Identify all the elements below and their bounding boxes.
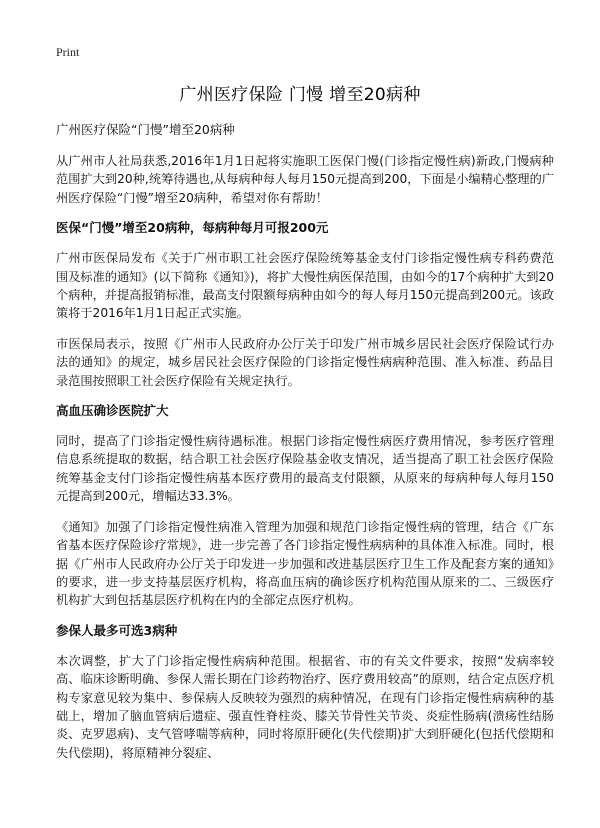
section-heading-three-diseases: 参保人最多可选3病种 — [56, 622, 178, 638]
article-subtitle: 广州医疗保险“门慢”增至20病种 — [56, 122, 235, 137]
paragraph-disease-expansion: 本次调整，扩大了门诊指定慢性病病种范围。根据省、市的有关文件要求，按照“发病率较高、临床诊断明确、参保人需长期在门诊药物治疗、医疗费用较高”的原则，结合定点医疗机构专家意见较为集中、参保病人反映较为强烈的病种情况，在现有门诊指定慢性病病种的基础上，增加了脑血管病后遗症、强直性脊柱炎、膝关节骨性关节炎、炎症性肠病(溃疡性结肠炎、克罗恩病)、支气管哮喘等病种，同时将原肝硬化(失代偿期)扩大到肝硬化(包括代偿期和失代偿期)，将原精神分裂症、 — [56, 653, 554, 760]
page-title: 广州医疗保险 门慢 增至20病种 — [179, 85, 421, 105]
paragraph-notice: 广州市医保局发布《关于广州市职工社会医疗保险统筹基金支付门诊指定慢性病专科药费范围及标准的通知》(以下简称《通知》)，将扩大慢性病医保范围，由如今的17个病种扩大到20个病种，并提高报销标准，最高支付限额每病种由如今的每人每月150元提高到200元。该政策将于2016年1月1日起正式实施。 — [56, 251, 554, 321]
paragraph-urban-rural: 市医保局表示，按照《广州市人民政府办公厅关于印发广州市城乡居民社会医疗保险试行办法的通知》的规定，城乡居民社会医疗保险的门诊指定慢性病病种范围、准入标准、药品目录范围按照职工社会医疗保险有关规定执行。 — [56, 336, 554, 388]
print-link[interactable]: Print — [56, 45, 80, 59]
section-heading-outpatient-chronic: 医保“门慢”增至20病种，每病种每月可报200元 — [56, 220, 329, 236]
section-heading-hypertension: 高血压确诊医院扩大 — [56, 403, 169, 419]
intro-paragraph: 从广州市人社局获悉,2016年1月1日起将实施职工医保门慢(门诊指定慢性病)新政,门慢病种范围扩大到20种,统筹待遇也,从每病种每人每月150元提高到200，下面是小编精心整理的广州医疗保险“门慢”增至20病种，希望对你有帮助！ — [56, 154, 554, 205]
article-body — [56, 121, 554, 774]
paragraph-admission-management: 《通知》加强了门诊指定慢性病准入管理为加强和规范门诊指定慢性病的管理，结合《广东省基本医疗保险诊疗常规》，进一步完善了各门诊指定慢性病病种的具体准入标准。同时，根据《广州市人民政府办公厅关于印发进一步加强和改进基层医疗卫生工作及配套方案的通知》的要求，进一步支持基层医疗机构，将高血压病的确诊医疗机构范围从原来的二、三级医疗机构扩大到包括基层医疗机构在内的全部定点医疗机构。 — [56, 519, 554, 608]
paragraph-benefit-increase: 同时，提高了门诊指定慢性病待遇标准。根据门诊指定慢性病医疗费用情况，参考医疗管理信息系统提取的数据，结合职工社会医疗保险基金收支情况，适当提高了职工社会医疗保险统筹基金支付门诊指定慢性病基本医疗费用的最高支付限额，从原来的每病种每人每月150元提高到200元，增幅达33.3%。 — [56, 434, 554, 504]
